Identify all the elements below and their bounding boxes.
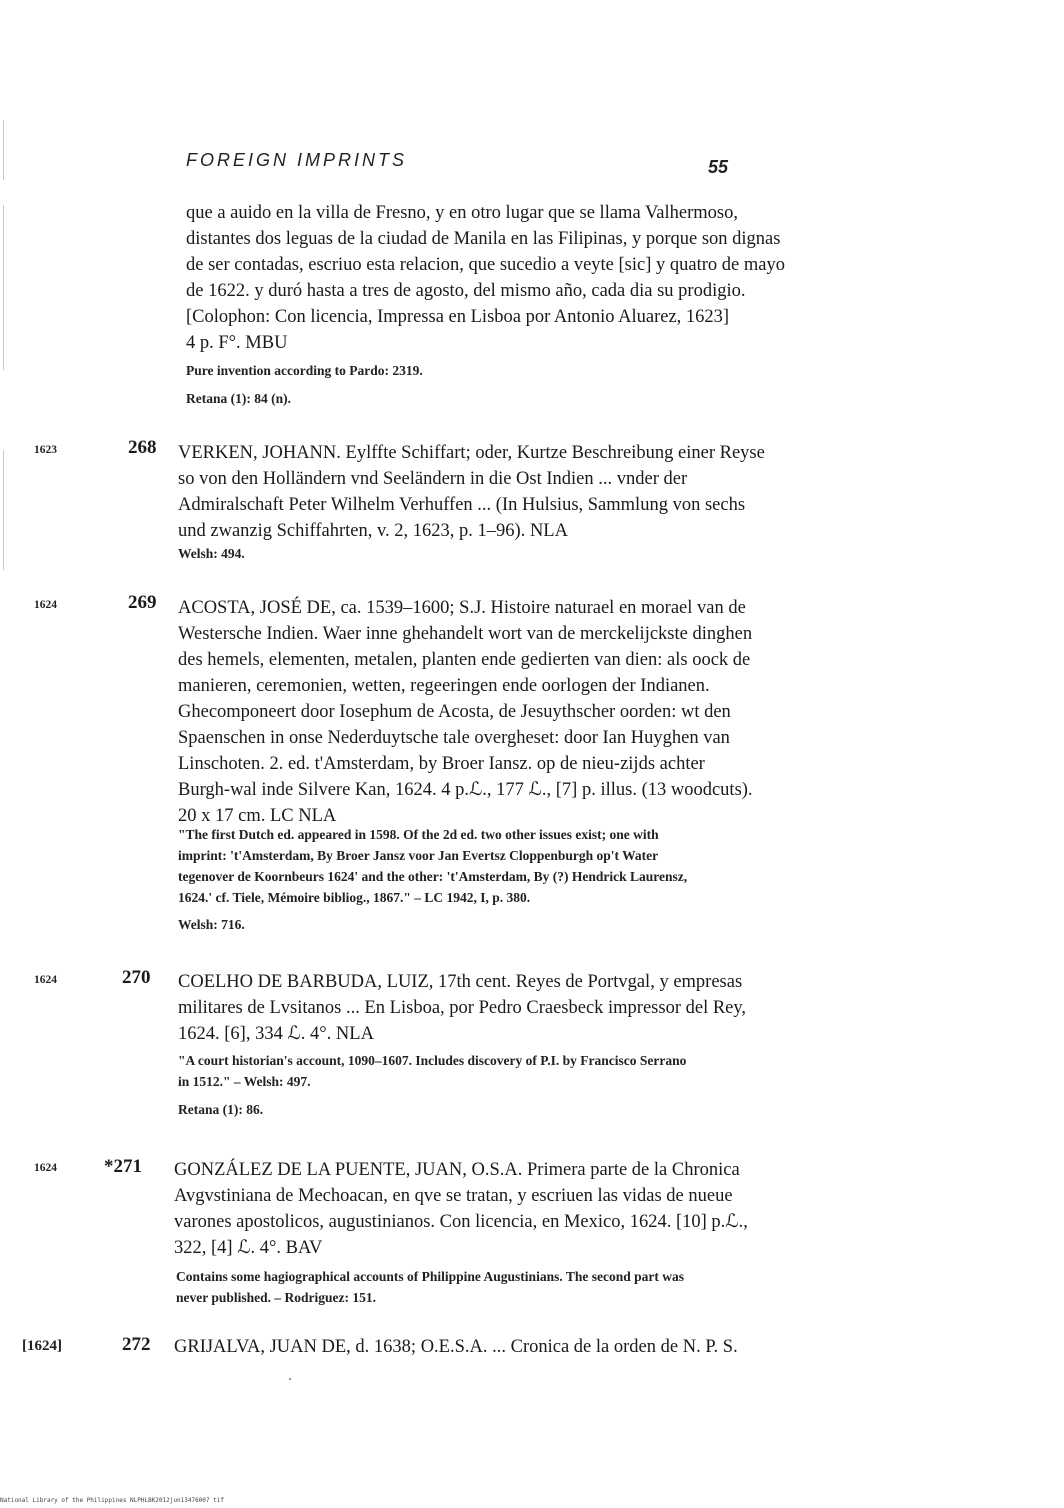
entry-line: GONZÁLEZ DE LA PUENTE, JUAN, O.S.A. Primera parte de la Chronica <box>174 1160 740 1180</box>
scan-footer: National Library of the Philippines NLPHLBK2012jun13476007 tif <box>0 1497 224 1504</box>
note-line: imprint: 't'Amsterdam, By Broer Jansz voor Jan Evertsz Cloppenburgh op't Water <box>178 848 659 863</box>
entry-text <box>174 1334 738 1360</box>
entry-line: Westersche Indien. Waer inne ghehandelt wort van de merckelijckste dinghen <box>178 624 753 644</box>
scan-edge-mark <box>3 120 4 180</box>
entry-line: ACOSTA, JOSÉ DE, ca. 1539–1600; S.J. Histoire naturael en morael van de <box>178 598 746 618</box>
entry-year: 1624 <box>34 974 57 986</box>
note-line: "A court historian's account, 1090–1607. Includes discovery of P.I. by Francisco Serrano <box>178 1053 687 1068</box>
entry-line: Burgh-wal inde Silvere Kan, 1624. 4 p.ℒ., 177 ℒ., [7] p. illus. (13 woodcuts). <box>178 780 753 800</box>
entry-number: *271 <box>104 1156 142 1177</box>
entry-line: Spaenschen in onse Nederduytsche tale overgheset: door Ian Huyghen van <box>178 728 730 748</box>
entry-year: 1623 <box>34 444 57 456</box>
scan-edge-mark <box>3 450 4 570</box>
entry-year: 1624 <box>34 1162 57 1174</box>
entry-line: des hemels, elementen, metalen, planten ende gedierten van dien: als oock de <box>178 650 751 670</box>
entry-number: 268 <box>128 437 157 458</box>
page-number: 55 <box>708 157 729 177</box>
entry-text <box>178 595 753 829</box>
entry-number: 269 <box>128 592 157 613</box>
scan-edge-mark <box>3 205 4 370</box>
entry-line: que a auido en la villa de Fresno, y en otro lugar que se llama Valhermoso, <box>186 203 738 223</box>
entry-line: 4 p. F°. MBU <box>186 333 288 353</box>
entry-line: VERKEN, JOHANN. Eylffte Schiffart; oder, Kurtze Beschreibung einer Reyse <box>178 443 765 463</box>
note-line: tegenover de Koornbeurs 1624' and the other: 't'Amsterdam, By (?) Hendrick Laurensz, <box>178 869 688 884</box>
entry-year: 1624 <box>34 599 57 611</box>
entry-line: Ghecomponeert door Iosephum de Acosta, de Jesuythscher oorden: wt den <box>178 702 731 722</box>
entry-note <box>176 1266 684 1308</box>
entry-line: [Colophon: Con licencia, Impressa en Lisboa por Antonio Aluarez, 1623] <box>186 307 730 327</box>
note-line: 1624.' cf. Tiele, Mémoire bibliog., 1867." – LC 1942, I, p. 380. <box>178 890 531 905</box>
entry-note <box>178 1050 686 1092</box>
note-line: Contains some hagiographical accounts of Philippine Augustinians. The second part was <box>176 1269 684 1284</box>
entry-line: manieren, ceremonien, wetten, regeeringen ende oorlogen der Indianen. <box>178 676 710 696</box>
entry-number: 270 <box>122 967 151 988</box>
entry-note: Welsh: 716. <box>178 917 245 932</box>
entry-line: Linschoten. 2. ed. t'Amsterdam, by Broer Iansz. op de nieu-zijds achter <box>178 754 705 774</box>
entry-number: 272 <box>122 1334 151 1355</box>
continued-entry-text <box>186 200 785 356</box>
note-line: in 1512." – Welsh: 497. <box>178 1074 311 1089</box>
entry-year: [1624] <box>22 1338 62 1354</box>
note-line: never published. – Rodriguez: 151. <box>176 1290 377 1305</box>
continued-entry-note: Pure invention according to Pardo: 2319. <box>186 363 423 378</box>
entry-line: militares de Lvsitanos ... En Lisboa, por Pedro Craesbeck impressor del Rey, <box>178 998 747 1018</box>
entry-line: varones apostolicos, augustinianos. Con licencia, en Mexico, 1624. [10] p.ℒ., <box>174 1212 748 1232</box>
entry-line: 20 x 17 cm. LC NLA <box>178 806 337 826</box>
entry-line: Avgvstiniana de Mechoacan, en qve se tratan, y escriuen las vidas de nueue <box>174 1186 733 1206</box>
entry-note <box>178 824 687 908</box>
entry-line: GRIJALVA, JUAN DE, d. 1638; O.E.S.A. ... Cronica de la orden de N. P. S. <box>174 1337 738 1357</box>
entry-line: COELHO DE BARBUDA, LUIZ, 17th cent. Reyes de Portvgal, y empresas <box>178 972 743 992</box>
entry-text <box>174 1157 748 1261</box>
entry-line: 322, [4] ℒ. 4°. BAV <box>174 1238 323 1258</box>
entry-line: de ser contadas, escriuo esta relacion, que sucedio a veyte [sic] y quatro de mayo <box>186 255 785 275</box>
scan-speck <box>289 1378 291 1380</box>
entry-line: so von den Holländern vnd Seeländern in die Ost Indien ... vnder der <box>178 469 688 489</box>
running-head: FOREIGN IMPRINTS <box>186 150 408 170</box>
entry-note: Retana (1): 86. <box>178 1102 264 1117</box>
entry-line: 1624. [6], 334 ℒ. 4°. NLA <box>178 1024 374 1044</box>
entry-text <box>178 440 765 544</box>
entry-line: de 1622. y duró hasta a tres de agosto, del mismo año, cada dia su prodigio. <box>186 281 746 301</box>
entry-note: Welsh: 494. <box>178 546 245 561</box>
entry-text <box>178 969 746 1047</box>
entry-line: Admiralschaft Peter Wilhelm Verhuffen ... (In Hulsius, Sammlung von sechs <box>178 495 746 515</box>
continued-entry-note: Retana (1): 84 (n). <box>186 391 291 406</box>
note-line: "The first Dutch ed. appeared in 1598. Of the 2d ed. two other issues exist; one with <box>178 827 659 842</box>
entry-line: und zwanzig Schiffahrten, v. 2, 1623, p. 1–96). NLA <box>178 521 568 541</box>
entry-line: distantes dos leguas de la ciudad de Manila en las Filipinas, y porque son dignas <box>186 229 781 249</box>
